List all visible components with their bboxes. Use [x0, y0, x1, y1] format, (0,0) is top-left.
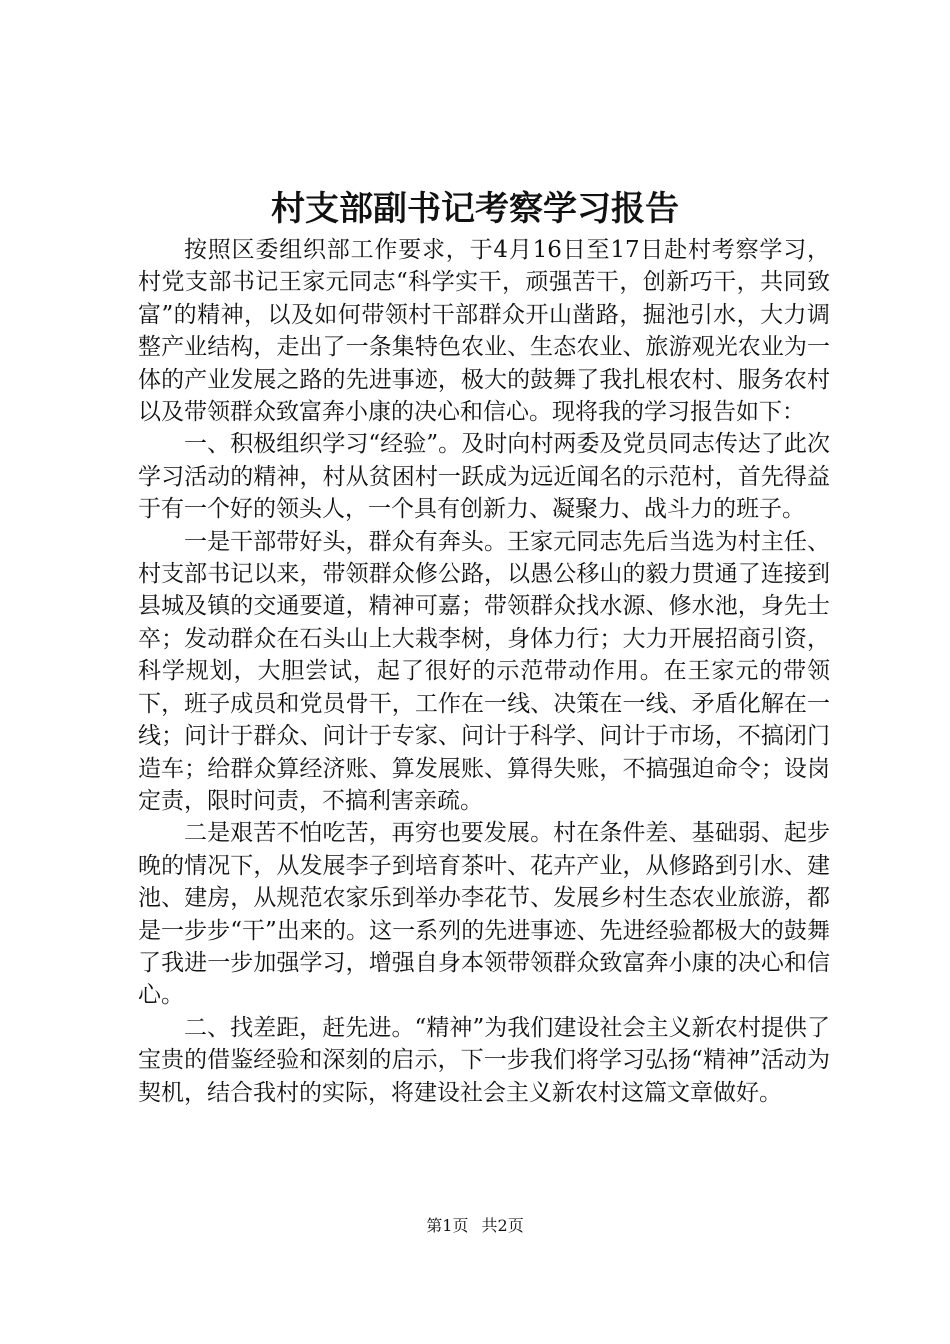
paragraph-intro: 按照区委组织部工作要求，于4月16日至17日赴村考察学习，村党支部书记王家元同志“科学实干，顽强苦干，创新巧干，共同致富”的精神，以及如何带领村干部群众开山凿路，掘池引水，大力调整产业结构，走出了一条集特色农业、生态农业、旅游观光农业为一体的产业发展之路的先进事迹，极大的鼓舞了我扎根农村、服务农村以及带领群众致富奔小康的决心和信心。现将我的学习报告如下：	[138, 237, 830, 426]
page-total: 共2页	[481, 1216, 524, 1235]
page-number: 第1页	[426, 1216, 469, 1235]
document-body	[138, 234, 830, 1109]
paragraph-section-one: 一、积极组织学习“经验”。及时向村两委及党员同志传达了此次学习活动的精神，村从贫困村一跃成为远近闻名的示范村，首先得益于有一个好的领头人，一个具有创新力、凝聚力、战斗力的班子。	[138, 431, 830, 523]
page-title: 村支部副书记考察学习报告	[271, 189, 679, 229]
paragraph-point-one: 一是干部带好头，群众有奔头。王家元同志先后当选为村主任、村支部书记以来，带领群众修公路，以愚公移山的毅力贯通了连接到县城及镇的交通要道，精神可嘉；带领群众找水源、修水池，身先士卒；发动群众在石头山上大栽李树，身体力行；大力开展招商引资，科学规划，大胆尝试，起了很好的示范带动作用。在王家元的带领下，班子成员和党员骨干，工作在一线、决策在一线、矛盾化解在一线；问计于群众、问计于专家、问计于科学、问计于市场，不搞闭门造车；给群众算经济账、算发展账、算得失账，不搞强迫命令；设岗定责，限时问责，不搞利害亲疏。	[138, 528, 830, 814]
page-footer	[0, 1214, 950, 1238]
paragraph-point-two: 二是艰苦不怕吃苦，再穷也要发展。村在条件差、基础弱、起步晚的情况下，从发展李子到培育茶叶、花卉产业，从修路到引水、建池、建房，从规范农家乐到举办李花节、发展乡村生态农业旅游，都是一步步“干”出来的。这一系列的先进事迹、先进经验都极大的鼓舞了我进一步加强学习，增强自身本领带领群众致富奔小康的决心和信心。	[138, 820, 830, 1009]
paragraph-section-two: 二、找差距，赶先进。“精神”为我们建设社会主义新农村提供了宝贵的借鉴经验和深刻的启示，下一步我们将学习弘扬“精神”活动为契机，结合我村的实际，将建设社会主义新农村这篇文章做好。	[138, 1014, 830, 1106]
